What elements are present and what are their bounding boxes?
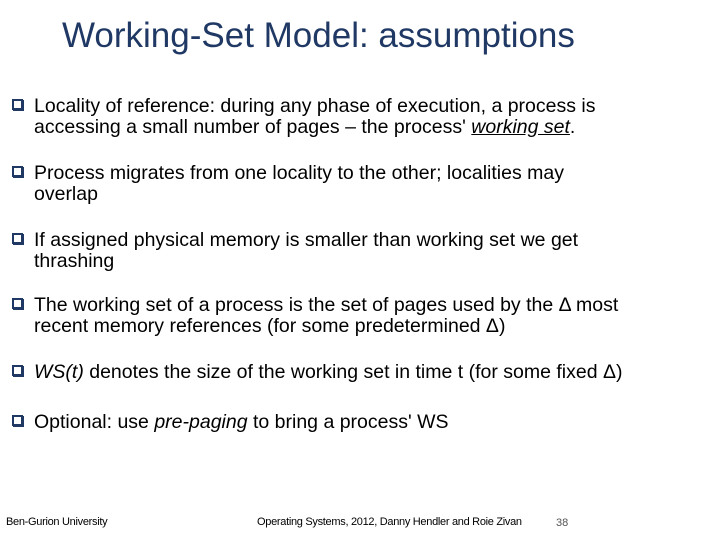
checkbox-bullet-icon xyxy=(12,99,23,110)
checkbox-bullet-icon xyxy=(12,365,23,376)
checkbox-bullet-icon xyxy=(12,298,23,309)
ws-term: WS(t) xyxy=(34,361,84,383)
bullet-locality xyxy=(12,96,702,138)
bullet-line: Locality of reference: during any phase of execution, a process is xyxy=(34,95,596,117)
pre-paging-term: pre-paging xyxy=(154,411,248,433)
footer-course: Operating Systems, 2012, Danny Hendler and Roie Zivan xyxy=(257,516,522,528)
checkbox-bullet-icon xyxy=(12,415,23,426)
footer-university: Ben-Gurion University xyxy=(6,516,108,528)
bullet-line: overlap xyxy=(34,183,98,205)
bullet-prepaging xyxy=(12,412,702,433)
bullet-line: recent memory references (for some predetermined Δ) xyxy=(34,315,506,337)
bullet-migrates xyxy=(12,163,702,205)
bullet-ws-size xyxy=(12,362,702,383)
working-set-term: working set xyxy=(471,116,570,138)
bullet-line: The working set of a process is the set of pages used by the Δ most xyxy=(34,294,619,316)
bullet-line: If assigned physical memory is smaller than working set we get xyxy=(34,229,579,251)
bullet-line: WS(t) denotes the size of the working set in time t (for some fixed Δ) xyxy=(34,361,623,383)
slide-title: Working-Set Model: assumptions xyxy=(62,16,575,55)
bullet-line: accessing a small number of pages – the process' working set. xyxy=(34,116,576,138)
bullet-thrashing xyxy=(12,230,702,272)
bullet-line: Optional: use pre-paging to bring a process' WS xyxy=(34,411,449,433)
checkbox-bullet-icon xyxy=(12,166,23,177)
checkbox-bullet-icon xyxy=(12,233,23,244)
bullet-definition xyxy=(12,295,702,337)
page-number: 38 xyxy=(556,517,569,529)
bullet-line: Process migrates from one locality to the other; localities may xyxy=(34,162,564,184)
bullet-line: thrashing xyxy=(34,250,115,272)
